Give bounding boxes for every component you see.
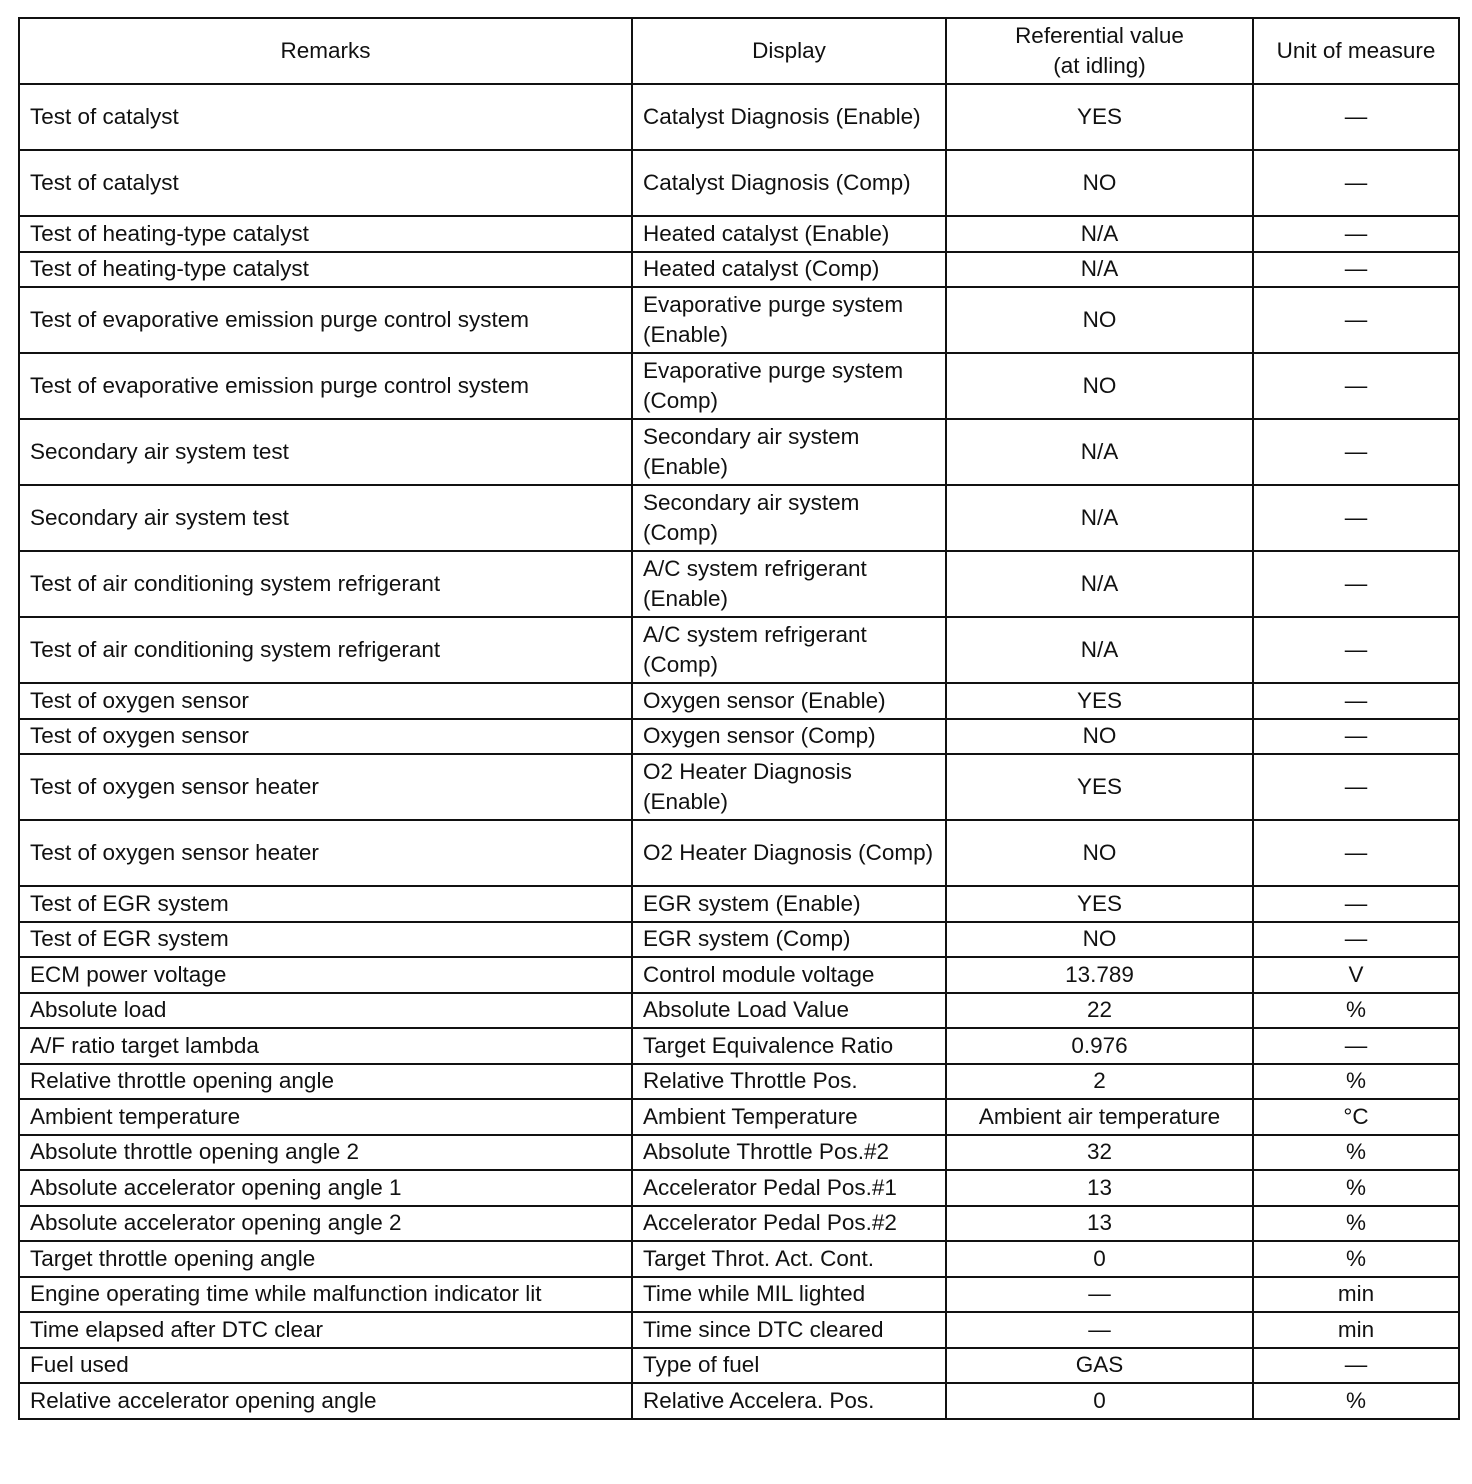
remarks-cell: Secondary air system test [19,419,632,485]
table-row [19,1348,1459,1384]
referential-value-cell: YES [946,886,1253,922]
unit-cell: — [1253,419,1459,485]
unit-cell: — [1253,922,1459,958]
referential-value-cell: 0 [946,1383,1253,1419]
table-row [19,957,1459,993]
remarks-cell: Test of heating-type catalyst [19,216,632,252]
display-cell [632,551,946,617]
display-text: O2 Heater Diagnosis (Comp) [643,840,934,865]
table-row [19,617,1459,683]
table-row [19,886,1459,922]
table-row [19,922,1459,958]
remarks-cell: Absolute accelerator opening angle 1 [19,1170,632,1206]
referential-value-cell: 0 [946,1241,1253,1277]
display-cell: Target Throt. Act. Cont. [632,1241,946,1277]
remarks-cell: Ambient temperature [19,1099,632,1135]
display-text: Catalyst Diagnosis (Comp) [643,170,911,195]
display-cell [632,754,946,820]
unit-cell: — [1253,252,1459,288]
referential-value-cell: N/A [946,617,1253,683]
display-cell: Accelerator Pedal Pos.#1 [632,1170,946,1206]
unit-cell: % [1253,1135,1459,1171]
referential-value-cell: 32 [946,1135,1253,1171]
table-row [19,1170,1459,1206]
remarks-cell: Secondary air system test [19,485,632,551]
referential-value-cell: 22 [946,993,1253,1029]
display-cell: Absolute Throttle Pos.#2 [632,1135,946,1171]
table-row [19,150,1459,216]
referential-value-cell: — [946,1312,1253,1348]
table-row [19,1064,1459,1100]
display-text: Secondary air system (Enable) [643,424,860,479]
table-row [19,551,1459,617]
unit-cell: % [1253,1383,1459,1419]
unit-cell: — [1253,1348,1459,1384]
remarks-cell: Relative accelerator opening angle [19,1383,632,1419]
unit-cell: — [1253,617,1459,683]
remarks-cell: Test of EGR system [19,886,632,922]
referential-value-cell: NO [946,922,1253,958]
table-row [19,754,1459,820]
referential-value-cell: NO [946,820,1253,886]
display-text: Catalyst Diagnosis (Enable) [643,104,921,129]
table-row [19,1241,1459,1277]
remarks-cell: Test of evaporative emission purge control system [19,287,632,353]
remarks-cell: Test of oxygen sensor [19,683,632,719]
unit-cell: — [1253,719,1459,755]
remarks-cell: Test of oxygen sensor [19,719,632,755]
display-text: Evaporative purge system (Enable) [643,292,904,347]
remarks-cell: Fuel used [19,1348,632,1384]
remarks-cell: Test of oxygen sensor heater [19,754,632,820]
display-cell [632,287,946,353]
referential-value-cell: Ambient air temperature [946,1099,1253,1135]
remarks-cell: Absolute throttle opening angle 2 [19,1135,632,1171]
referential-value-cell: YES [946,683,1253,719]
display-cell: Heated catalyst (Comp) [632,252,946,288]
display-cell: EGR system (Comp) [632,922,946,958]
remarks-cell: Test of heating-type catalyst [19,252,632,288]
remarks-cell: Test of EGR system [19,922,632,958]
table-row [19,287,1459,353]
referential-value-cell: — [946,1277,1253,1313]
display-text: A/C system refrigerant (Comp) [643,622,867,677]
display-cell: Oxygen sensor (Comp) [632,719,946,755]
referential-value-cell: NO [946,719,1253,755]
table-row [19,485,1459,551]
table-row [19,1383,1459,1419]
display-cell: Time while MIL lighted [632,1277,946,1313]
table-row [19,353,1459,419]
unit-cell: °C [1253,1099,1459,1135]
display-cell: Oxygen sensor (Enable) [632,683,946,719]
table-row [19,1099,1459,1135]
unit-cell: — [1253,754,1459,820]
remarks-cell: Test of air conditioning system refrigerant [19,551,632,617]
header-ref-line2: (at idling) [1053,53,1146,78]
table-row [19,1277,1459,1313]
display-cell [632,353,946,419]
table-row [19,84,1459,150]
display-cell: Relative Accelera. Pos. [632,1383,946,1419]
table-row [19,683,1459,719]
display-cell: Ambient Temperature [632,1099,946,1135]
referential-value-cell: 0.976 [946,1028,1253,1064]
table-row [19,1312,1459,1348]
unit-cell: — [1253,886,1459,922]
display-text: O2 Heater Diagnosis (Enable) [643,759,852,814]
table-row [19,1206,1459,1242]
remarks-cell: Test of oxygen sensor heater [19,820,632,886]
remarks-cell: Target throttle opening angle [19,1241,632,1277]
header-display: Display [632,18,946,84]
unit-cell: % [1253,1206,1459,1242]
table-row [19,719,1459,755]
unit-cell: — [1253,287,1459,353]
display-cell [632,485,946,551]
referential-value-cell: N/A [946,419,1253,485]
referential-value-cell: N/A [946,485,1253,551]
remarks-cell: Relative throttle opening angle [19,1064,632,1100]
display-cell [632,419,946,485]
remarks-cell: Engine operating time while malfunction indicator lit [19,1277,632,1313]
referential-value-cell: 2 [946,1064,1253,1100]
unit-cell: — [1253,353,1459,419]
remarks-cell: Test of air conditioning system refrigerant [19,617,632,683]
header-ref-line1: Referential value [1015,23,1184,48]
referential-value-cell: NO [946,287,1253,353]
unit-cell: — [1253,1028,1459,1064]
unit-cell: — [1253,683,1459,719]
unit-cell: — [1253,216,1459,252]
referential-value-cell: N/A [946,551,1253,617]
display-cell [632,617,946,683]
header-row [19,18,1459,84]
unit-cell: % [1253,993,1459,1029]
unit-cell: % [1253,1241,1459,1277]
table-header [19,18,1459,84]
table-row [19,419,1459,485]
remarks-cell: Test of catalyst [19,150,632,216]
referential-value-cell: N/A [946,216,1253,252]
table-row [19,993,1459,1029]
unit-cell: — [1253,551,1459,617]
display-cell: Time since DTC cleared [632,1312,946,1348]
display-cell: EGR system (Enable) [632,886,946,922]
header-remarks: Remarks [19,18,632,84]
referential-value-cell: 13 [946,1206,1253,1242]
unit-cell: min [1253,1312,1459,1348]
remarks-cell: Absolute load [19,993,632,1029]
table-row [19,252,1459,288]
unit-cell: — [1253,820,1459,886]
display-cell [632,150,946,216]
unit-cell: % [1253,1170,1459,1206]
remarks-cell: Time elapsed after DTC clear [19,1312,632,1348]
remarks-cell: Absolute accelerator opening angle 2 [19,1206,632,1242]
display-cell [632,820,946,886]
unit-cell: V [1253,957,1459,993]
referential-value-cell: NO [946,353,1253,419]
table-row [19,216,1459,252]
table-body [19,84,1459,1419]
referential-value-cell: YES [946,84,1253,150]
unit-cell: — [1253,485,1459,551]
table-row [19,1028,1459,1064]
remarks-cell: Test of evaporative emission purge control system [19,353,632,419]
unit-cell: min [1253,1277,1459,1313]
header-unit: Unit of measure [1253,18,1459,84]
display-cell: Control module voltage [632,957,946,993]
display-cell [632,84,946,150]
referential-value-table [18,17,1460,1420]
display-cell: Target Equivalence Ratio [632,1028,946,1064]
referential-value-cell: GAS [946,1348,1253,1384]
remarks-cell: Test of catalyst [19,84,632,150]
display-cell: Absolute Load Value [632,993,946,1029]
unit-cell: % [1253,1064,1459,1100]
referential-value-cell: 13.789 [946,957,1253,993]
referential-value-cell: NO [946,150,1253,216]
display-text: Evaporative purge system (Comp) [643,358,904,413]
header-referential-value [946,18,1253,84]
remarks-cell: A/F ratio target lambda [19,1028,632,1064]
table-row [19,820,1459,886]
display-text: A/C system refrigerant (Enable) [643,556,867,611]
remarks-cell: ECM power voltage [19,957,632,993]
referential-value-cell: N/A [946,252,1253,288]
table-row [19,1135,1459,1171]
display-cell: Accelerator Pedal Pos.#2 [632,1206,946,1242]
display-text: Secondary air system (Comp) [643,490,860,545]
unit-cell: — [1253,84,1459,150]
referential-value-cell: YES [946,754,1253,820]
display-cell: Type of fuel [632,1348,946,1384]
unit-cell: — [1253,150,1459,216]
display-cell: Relative Throttle Pos. [632,1064,946,1100]
display-cell: Heated catalyst (Enable) [632,216,946,252]
referential-value-cell: 13 [946,1170,1253,1206]
